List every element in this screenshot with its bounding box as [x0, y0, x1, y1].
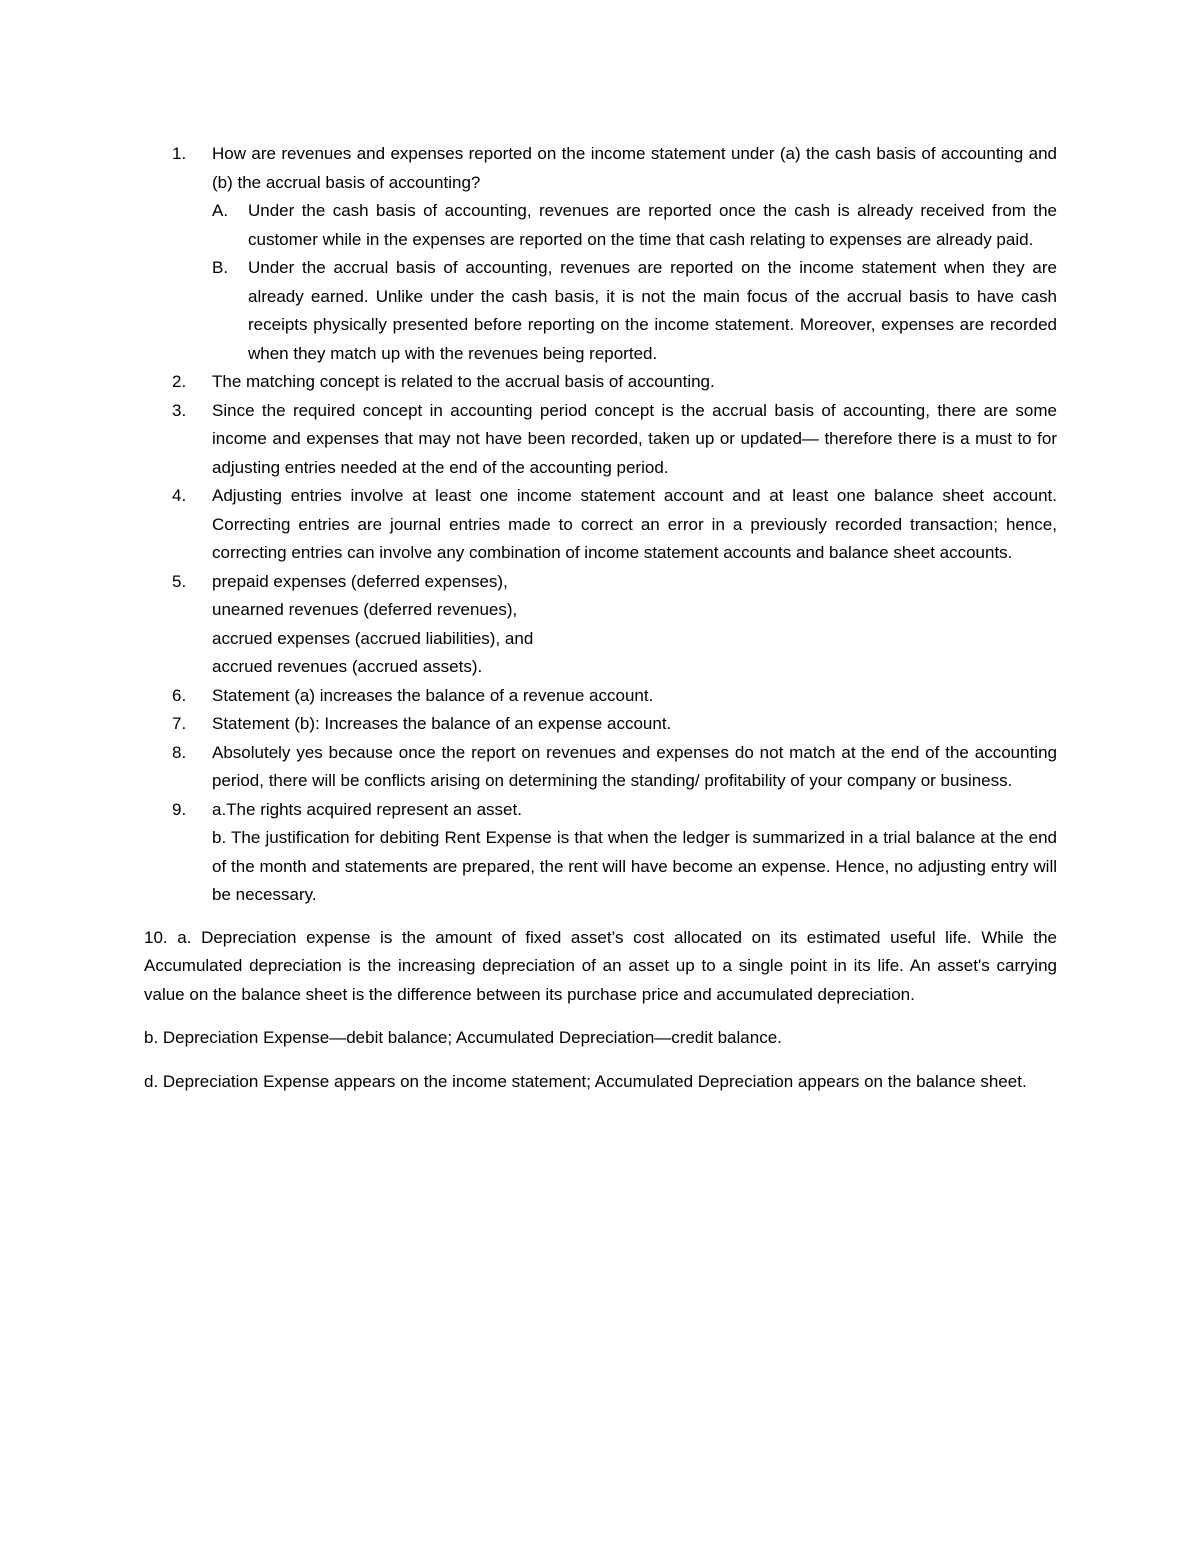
- answer-line: accrued expenses (accrued liabilities), and: [212, 628, 534, 648]
- paragraph-10d: d. Depreciation Expense appears on the income statement; Accumulated Depreciation appears on the balance sheet.: [144, 1071, 1027, 1091]
- list-number: 1.: [172, 144, 187, 163]
- list-item-6: [144, 682, 1057, 711]
- answer-text: The matching concept is related to the accrual basis of accounting.: [212, 372, 715, 391]
- answer-part-b: b. The justification for debiting Rent Expense is that when the ledger is summarized in a trial balance at the end of the month and statements are prepared, the rent will have become an expense. Hence, no adjusting entry will be necessary.: [212, 828, 1057, 904]
- answer-text: Statement (b): Increases the balance of an expense account.: [212, 714, 672, 733]
- answer-text: Absolutely yes because once the report on revenues and expenses do not match at the end of the accounting period, there will be conflicts arising on determining the standing/ profitability of your company or business.: [212, 742, 1057, 790]
- list-item-2: [144, 368, 1057, 397]
- list-item-7: [144, 710, 1057, 739]
- sub-item-a: [212, 197, 1057, 254]
- list-number: 8.: [172, 742, 187, 762]
- answer-text: Statement (a) increases the balance of a revenue account.: [212, 685, 654, 705]
- list-item-3: [144, 397, 1057, 483]
- list-item-5: [144, 568, 1057, 682]
- list-item-9: [144, 796, 1057, 910]
- list-number: 2.: [172, 372, 187, 391]
- paragraph-10b: b. Depreciation Expense—debit balance; Accumulated Depreciation—credit balance.: [144, 1028, 782, 1047]
- list-item-8: [144, 739, 1057, 796]
- list-item-4: [144, 482, 1057, 568]
- document-body: [144, 140, 1057, 1096]
- paragraph-10a: 10. a. Depreciation expense is the amount of fixed asset’s cost allocated on its estimated useful life. While the Accumulated depreciation is the increasing depreciation of an asset up to a single point in its life. An asset's carrying value on the balance sheet is the difference between its purchase price and accumulated depreciation.: [144, 927, 1057, 1004]
- sub-text: Under the accrual basis of accounting, revenues are reported on the income statement when they are already earned. Unlike under the cash basis, it is not the main focus of the accrual basis to have cash receipts physically presented before reporting on the income statement. Moreover, expenses are recorded when they match up with the revenues being reported.: [248, 258, 1057, 363]
- sub-text: Under the cash basis of accounting, revenues are reported once the cash is already received from the customer while in the expenses are reported on the time that cash relating to expenses are already paid.: [248, 201, 1057, 249]
- answer-part-a: a.The rights acquired represent an asset.: [212, 799, 522, 819]
- list-number: 7.: [172, 714, 187, 733]
- sub-list: [212, 197, 1057, 368]
- answer-line: accrued revenues (accrued assets).: [212, 657, 483, 676]
- answer-list: [144, 140, 1057, 910]
- list-number: 5.: [172, 571, 187, 591]
- list-number: 6.: [172, 685, 187, 705]
- answer-line: prepaid expenses (deferred expenses),: [212, 571, 508, 591]
- sub-letter: B.: [212, 258, 229, 277]
- answer-text: Since the required concept in accounting period concept is the accrual basis of accounting, there are some income and expenses that may not have been recorded, taken up or updated— therefore there is a must to for adjusting entries needed at the end of the accounting period.: [212, 400, 1057, 477]
- list-item-1: [144, 140, 1057, 368]
- list-number: 9.: [172, 799, 187, 819]
- list-number: 4.: [172, 486, 187, 505]
- question-text: How are revenues and expenses reported on the income statement under (a) the cash basis of accounting and (b) the accrual basis of accounting?: [212, 144, 1057, 192]
- answer-text: Adjusting entries involve at least one income statement account and at least one balance sheet account. Correcting entries are journal entries made to correct an error in a previously recorded transaction; hence, correcting entries can involve any combination of income statement accounts and balance sheet accounts.: [212, 486, 1057, 562]
- sub-item-b: [212, 254, 1057, 368]
- list-number: 3.: [172, 400, 187, 420]
- sub-letter: A.: [212, 201, 229, 220]
- answer-line: unearned revenues (deferred revenues),: [212, 600, 518, 619]
